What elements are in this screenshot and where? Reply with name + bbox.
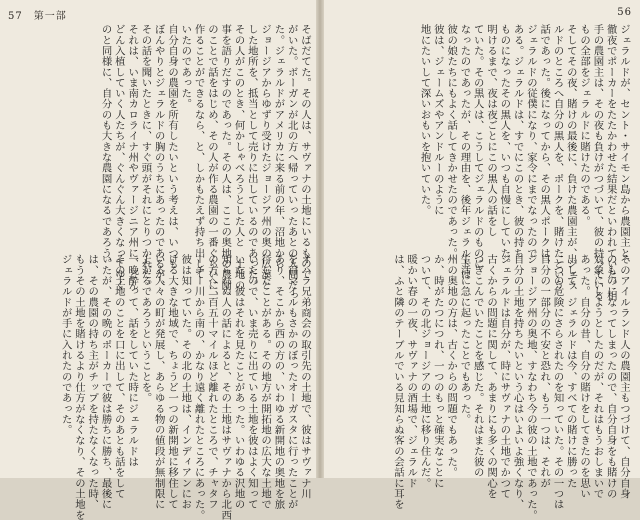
text-column: は、ふと隣のテーブルでいる見知らぬ客の会話に耳を	[391, 254, 404, 510]
text-column: ぼんやりとジェラルドの胸のうちにあったのであるが、	[152, 24, 165, 291]
text-column: ものになったその黒人を、いつも自慢にしていた。	[498, 24, 511, 269]
text-column: そしてその夜、賭けの最後に、負けた農園主が、ジェラ	[564, 24, 577, 291]
text-column: 徹夜でポーカーをたたかわせた結果だといわれていた。相	[604, 24, 617, 301]
text-column: 明けるまで、夜は夜ごとにこの黒人の話をし	[485, 24, 498, 237]
text-column: 事を語りだすのであった。その人は、ここの奥地の農園	[219, 24, 232, 291]
text-column: ジェラルドは自分が、時にサヴァナの土地でかつて	[498, 254, 511, 499]
left-bottom-text-block	[6, 254, 311, 520]
text-column: を百マイルもさかのぼったオーガスタに行ったことが	[285, 254, 298, 510]
text-column: そのアイルランド人の農園主もつづけて、自分自身	[618, 254, 630, 499]
text-column: もの全部をジェラルドに賭けたのである。	[578, 24, 591, 227]
text-column: いたのであった。	[179, 24, 192, 110]
right-running-head: 56	[617, 7, 632, 18]
text-column: ジョージア州の奥地、すなわち今の彼の土地であった。	[524, 254, 537, 520]
text-column: 話であった。後になってから、その黒人ポークは、	[538, 24, 551, 269]
text-column: 行したことがある。その地方が開拓地の広大な土地で	[259, 254, 272, 510]
text-column: 彼は知っていた。その北の土地は、インディアンにお	[179, 254, 192, 510]
text-column: か、時がたつにつれ、一つのもっと確実なことに	[431, 254, 444, 489]
text-column: のことで話をはじめ、その人が作る農園の一番ぐらいに、	[205, 24, 218, 301]
text-column: ジェラルドが、セント・サイモン島から農園主と、	[618, 24, 630, 269]
left-top-text-block	[6, 24, 311, 301]
right-bottom-text-block	[332, 254, 630, 520]
text-column: その話を聞いたときに、すぐ頭がそれにとりつかれた。	[139, 24, 152, 291]
text-column: た。ジェラルドがアメリカに来る前の年、沼地から	[272, 24, 285, 269]
text-column: 作ることができるなら、と、しかもたえず持ち出して	[192, 24, 205, 280]
right-top-text-block	[332, 24, 630, 301]
text-column: 二つの危険にさらされたのを知っていた。その一つは	[551, 254, 564, 510]
text-column: あった。自分の昔、自分の賭けをしてきたのを思い	[578, 254, 591, 499]
text-column: ついて、その北ジョージアの土地に移り住んだ。	[418, 254, 431, 489]
text-column: その人がこのとき、何かしゃべろうとした人と 土地の	[232, 24, 245, 291]
text-column: ジェラルドの従僕になり、家令にまでなったので	[524, 24, 537, 259]
text-column: あり、そこから西の方の、いわゆる新開地の奥地を旅	[272, 254, 285, 510]
text-column: 自分自身の農園を所有したいという考えは、いつも	[166, 24, 179, 269]
text-column: 一晩酔って、話をしていた時にジェラルドは	[126, 254, 139, 467]
text-column: 彼は、ジェームズやアンドルーのように	[431, 24, 444, 216]
text-column: なったのであったが、その理由を、後年ジェラルドは	[458, 24, 471, 280]
text-column: いたので、いま売りに出ている土地を彼はよく知って	[245, 254, 258, 510]
text-column: ジョージアからゆずり受けたジョージア州の奥の広漠と	[259, 24, 272, 291]
text-column: は、その農園の持ち主がチップを持たなくなった時、	[86, 254, 99, 510]
text-column: 上がるであろうということを。	[139, 254, 152, 404]
text-column: ける大きな地域で、ちょうど一つの新開地に移住して	[166, 254, 179, 510]
text-column: ある。ジェラルドは、すでにこのとき、彼の持ち	[511, 24, 524, 259]
text-column: どん入植していく人たちが、ぐんぐん大きくなってゆく	[112, 24, 125, 291]
left-page	[0, 0, 319, 520]
text-column: オハラ兄弟商会の取引先の土地で、彼はサヴァナ川	[299, 254, 311, 499]
text-column: 出して、ジェラルドは今、すべての賭けに勝った	[564, 254, 577, 489]
text-column: ルドのところへ自分の黒人を、ポークを、賭けたという	[551, 24, 564, 291]
book-gutter	[316, 0, 324, 478]
text-column: つぎこんでいたことを感じた。それはまた彼の	[471, 254, 484, 478]
text-column: 暖かい春の一夜、サヴァナの酒場で、ジェラルド	[405, 254, 418, 489]
text-column: 自分の土地を持ちたいという心はいよいよ強くなり、	[511, 254, 524, 510]
text-column: 生活に急に起ったことでもあった。	[458, 254, 471, 425]
text-column: 知られぬ人の話によると、その土地はサヴァナから北西	[219, 254, 232, 520]
text-column: そばだてた。その人は、サヴァナの土地にいるもので	[299, 24, 311, 280]
text-column: 自分の一部分の不安と恐れ、もう一つは、それが	[538, 254, 551, 489]
text-column: のと同様に、自分のも大きな農園になるであろう。	[99, 24, 112, 269]
text-column: の方へ二百五十マイルほど離れたところで、チャタフ	[205, 254, 218, 510]
text-column: 古くからの問題に関して、あまりにも多くの関心を	[485, 254, 498, 499]
text-column: いたが、その晩のポーカーで彼は勝ちに勝ち、最後に	[99, 254, 112, 510]
text-column: 州の奥地の方は、古くからの問題でもあった。	[445, 254, 458, 478]
text-column: いた。彼はそれを見たことがあった。いわゆる沢地の	[232, 254, 245, 510]
text-column: いる人々の町が発展し、あらゆる物の値段が無制限に	[152, 254, 165, 510]
text-column: 手の農園主は、その夜も負けがつづいて、彼の持っている	[591, 24, 604, 301]
text-column: がいた。ボーガンが北の方へ帰っていったあとの人間だっ	[285, 24, 298, 301]
text-column: その土地のことを口に出して、そのあとも話をして	[112, 254, 125, 499]
left-running-head: 57 第一部	[8, 11, 67, 22]
text-column: 地にたいして深いおもいを抱いていた。	[418, 24, 431, 216]
text-column: した地所を、抵当として売りに出しているのであった。	[245, 24, 258, 291]
text-column: ジェラルドが手に入れたのであった。	[59, 254, 72, 436]
text-column: 対象にしようとしたのだが、それはもうおしまいで	[591, 254, 604, 499]
text-column: もうその土地を賭けるより仕方がなくなり、その土地を	[72, 254, 85, 520]
text-column: ーチー川から南の、かなり遠く離れたところにあった。	[192, 254, 205, 520]
text-column: それは、いま南カロライナ州やヴァージニア州に、どん	[126, 24, 139, 291]
text-column: 彼の娘たちにもよく話してきかせたのであった。	[445, 24, 458, 259]
text-column: のものになってしまったので、自分自身をも賭けの	[604, 254, 617, 499]
text-column: ていた。その黒人は、こうしてジェラルドのものに	[471, 24, 484, 269]
